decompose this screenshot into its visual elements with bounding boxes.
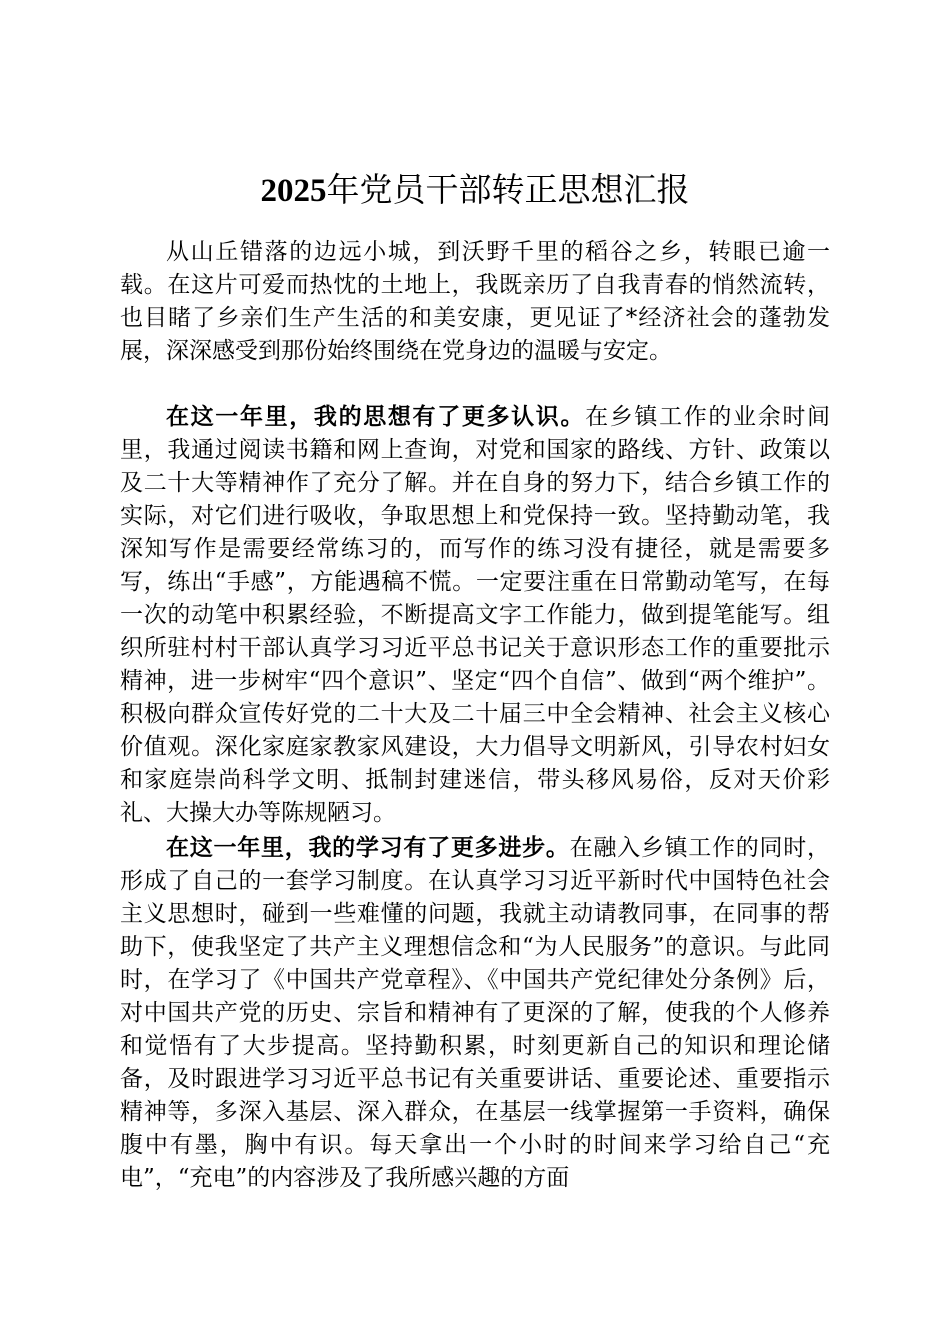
paragraph-lead: 在这一年里，我的学习有了更多进步。 xyxy=(166,834,570,861)
paragraph-text: 从山丘错落的边远小城，到沃野千里的稻谷之乡，转眼已逾一载。在这片可爱而热忱的土地上，我既亲历了自我青春的悄然流转，也目睹了乡亲们生产生活的和美安康，更见证了*经济社会的蓬勃发展，深深感受到那份始终围绕在党身边的温暖与安定。 xyxy=(120,239,830,364)
document-title xyxy=(0,166,950,215)
paragraph-text: 在乡镇工作的业余时间里，我通过阅读书籍和网上查询，对党和国家的路线、方针、政策以及二十大等精神作了充分了解。并在自身的努力下，结合乡镇工作的实际，对它们进行吸收，争取思想上和党保持一致。坚持勤动笔，我深知写作是需要经常练习的，而写作的练习没有捷径，就是需要多写，练出“手感”，方能遇稿不慌。一定要注重在日常勤动笔写，在每一次的动笔中积累经验，不断提高文字工作能力，做到提笔能写。组织所驻村村干部认真学习习近平总书记关于意识形态工作的重要批示精神，进一步树牢“四个意识”、坚定“四个自信”、做到“两个维护”。积极向群众宣传好党的二十大及二十届三中全会精神、社会主义核心价值观。深化家庭家教家风建设，大力倡导文明新风，引导农村妇女和家庭崇尚科学文明、抵制封建迷信，带头移风易俗，反对天价彩礼、大操大办等陈规陋习。 xyxy=(120,404,831,826)
paragraph-body xyxy=(120,400,830,830)
paragraph-body xyxy=(120,831,830,1195)
paragraph-thought xyxy=(120,400,830,830)
paragraph-intro xyxy=(120,236,830,368)
paragraph-text: 在融入乡镇工作的同时，形成了自己的一套学习制度。在认真学习习近平新时代中国特色社会主义思想时，碰到一些难懂的问题，我就主动请教同事，在同事的帮助下，使我坚定了共产主义理想信念和“为人民服务”的意识。与此同时，在学习了《中国共产党章程》、《中国共产党纪律处分条例》后，对中国共产党的历史、宗旨和精神有了更深的了解，使我的个人修养和觉悟有了大步提高。坚持勤积累，时刻更新自己的知识和理论储备，及时跟进学习习近平总书记有关重要讲话、重要论述、重要指示精神等，多深入基层、深入群众，在基层一线掌握第一手资料，确保腹中有墨，胸中有识。每天拿出一个小时的时间来学习给自己“充电”，“充电”的内容涉及了我所感兴趣的方面 xyxy=(120,835,831,1191)
paragraph-study xyxy=(120,831,830,1195)
paragraph-lead: 在这一年里，我的思想有了更多认识。 xyxy=(166,403,586,430)
title-year: 2025 xyxy=(260,173,327,209)
title-text: 年党员干部转正思想汇报 xyxy=(326,170,690,209)
